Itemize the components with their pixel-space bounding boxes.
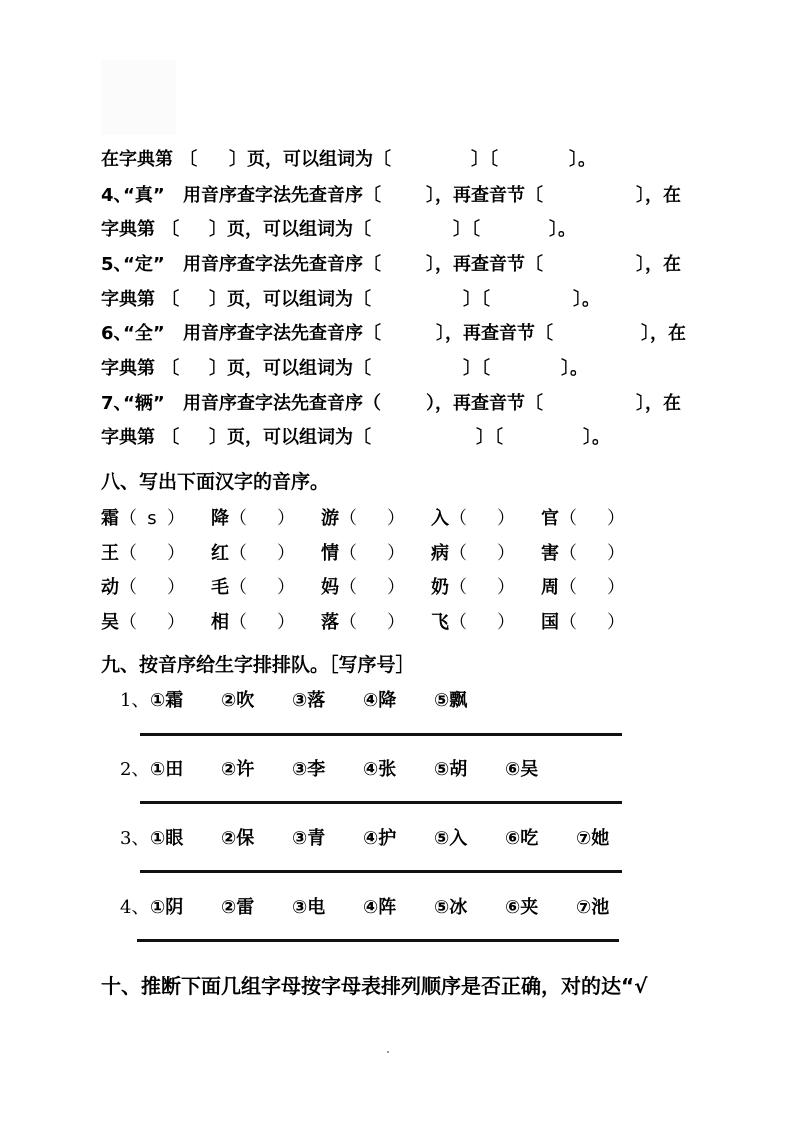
text-segment: ），再查音节〔 xyxy=(426,393,543,414)
text-segment: 字典第 〔 xyxy=(101,427,180,448)
close-paren: ） xyxy=(607,543,625,564)
char-cell xyxy=(101,504,185,530)
char-cell xyxy=(101,608,185,634)
open-paren: （ xyxy=(449,577,467,598)
close-paren: ） xyxy=(167,577,185,598)
text-segment: 用音序查字法先查音序〔 xyxy=(183,254,381,275)
text-segment: 〕〔 xyxy=(463,289,490,310)
text-segment: 〕页，可以组词为〔 xyxy=(209,289,371,310)
char-cell xyxy=(101,573,185,599)
option-char: ⑤胡 xyxy=(434,759,468,780)
text-segment: 〕页，可以组词为〔 xyxy=(229,149,391,170)
close-paren: ） xyxy=(607,577,625,598)
target-char: “辆” xyxy=(123,393,165,414)
open-paren: （ xyxy=(229,612,247,633)
option-char: ⑤入 xyxy=(434,828,468,849)
option-char: ⑥夹 xyxy=(505,897,539,918)
char-cell xyxy=(431,539,515,565)
hanzi-char: 入 xyxy=(431,508,449,529)
option-char: ②许 xyxy=(221,759,255,780)
char-cell xyxy=(211,573,295,599)
text-segment: 〕。 xyxy=(549,219,576,240)
section-10-title: 十、推断下面几组字母按字母表排列顺序是否正确，对的达“√ xyxy=(101,974,648,998)
text-segment: 〕〔 xyxy=(471,149,498,170)
option-char: ①田 xyxy=(150,759,184,780)
hanzi-char: 游 xyxy=(321,508,339,529)
hanzi-char: 相 xyxy=(211,612,229,633)
text-segment: 〕，在 xyxy=(636,393,681,414)
text-segment: 〕。 xyxy=(569,149,596,170)
page-dot xyxy=(387,1051,389,1053)
faint-image-placeholder xyxy=(101,60,176,135)
hanzi-char: 落 xyxy=(321,612,339,633)
open-paren: （ xyxy=(559,612,577,633)
text-segment: 〕，再查音节〔 xyxy=(426,254,543,275)
text-segment: 〕，再查音节〔 xyxy=(426,185,543,206)
text-segment: 用音序查字法先查音序（ xyxy=(183,393,381,414)
char-cell xyxy=(321,504,405,530)
close-paren: ） xyxy=(387,612,405,633)
option-char: ①霜 xyxy=(150,690,184,711)
section-9-title: 九、按音序给生字排排队。［写序号］ xyxy=(101,654,415,676)
text-segment: 在字典第 〔 xyxy=(101,149,198,170)
close-paren: ） xyxy=(607,508,625,529)
text-segment: 字典第 〔 xyxy=(101,358,180,379)
close-paren: ） xyxy=(167,543,185,564)
option-char: ①眼 xyxy=(150,828,184,849)
option-char: ⑦池 xyxy=(576,897,610,918)
question-number: 3、 xyxy=(120,828,150,849)
hanzi-char: 霜 xyxy=(101,508,119,529)
answer-line[interactable] xyxy=(137,939,619,942)
text-segment: 〕页，可以组词为〔 xyxy=(209,427,371,448)
char-cell xyxy=(431,504,515,530)
open-paren: （ xyxy=(229,577,247,598)
option-char: ⑤飘 xyxy=(434,690,468,711)
item-number: 4、 xyxy=(101,185,132,206)
option-char: ③青 xyxy=(292,828,326,849)
close-paren: ） xyxy=(607,612,625,633)
option-char: ④阵 xyxy=(363,897,397,918)
open-paren: （ xyxy=(339,543,357,564)
hanzi-char: 周 xyxy=(541,577,559,598)
text-segment: 用音序查字法先查音序〔 xyxy=(183,323,381,344)
text-segment: 〕。 xyxy=(573,289,600,310)
close-paren: ） xyxy=(277,543,295,564)
hanzi-char: 动 xyxy=(101,577,119,598)
char-cell xyxy=(101,539,185,565)
hanzi-char: 情 xyxy=(321,543,339,564)
option-char: ⑤冰 xyxy=(434,897,468,918)
open-paren: （ xyxy=(449,508,467,529)
text-segment: 〕，在 xyxy=(636,185,681,206)
option-char: ②保 xyxy=(221,828,255,849)
close-paren: ） xyxy=(167,508,185,529)
text-segment: 〕。 xyxy=(561,358,588,379)
option-char: ④降 xyxy=(363,690,397,711)
open-paren: （ xyxy=(559,543,577,564)
text-segment: 〕，再查音节〔 xyxy=(436,323,553,344)
hanzi-char: 病 xyxy=(431,543,449,564)
option-char: ②雷 xyxy=(221,897,255,918)
option-char: ③落 xyxy=(292,690,326,711)
item-number: 6、 xyxy=(101,323,132,344)
text-segment: 〕〔 xyxy=(453,219,480,240)
option-char: ①阴 xyxy=(150,897,184,918)
open-paren: （ xyxy=(119,543,137,564)
hanzi-char: 王 xyxy=(101,543,119,564)
close-paren: ） xyxy=(167,612,185,633)
section-8-title: 八、写出下面汉字的音序。 xyxy=(101,471,330,493)
answer-slot[interactable]: s xyxy=(147,508,157,529)
open-paren: （ xyxy=(449,612,467,633)
close-paren: ） xyxy=(387,543,405,564)
hanzi-char: 官 xyxy=(541,508,559,529)
open-paren: （ xyxy=(339,508,357,529)
text-segment: 字典第 〔 xyxy=(101,219,180,240)
option-char: ④护 xyxy=(363,828,397,849)
open-paren: （ xyxy=(339,612,357,633)
hanzi-char: 奶 xyxy=(431,577,449,598)
text-segment: 〕，在 xyxy=(641,323,686,344)
close-paren: ） xyxy=(497,543,515,564)
text-segment: 〕页，可以组词为〔 xyxy=(209,219,371,240)
text-segment: 〕〔 xyxy=(476,427,503,448)
option-char: ②吹 xyxy=(221,690,255,711)
item-number: 5、 xyxy=(101,254,132,275)
char-cell xyxy=(211,504,295,530)
text-segment: 〕，在 xyxy=(636,254,681,275)
char-cell xyxy=(541,504,625,530)
option-char: ③电 xyxy=(292,897,326,918)
text-segment: 〕〔 xyxy=(463,358,490,379)
question-number: 4、 xyxy=(120,897,150,918)
hanzi-char: 红 xyxy=(211,543,229,564)
text-segment: 〕页，可以组词为〔 xyxy=(209,358,371,379)
option-char: ⑥吃 xyxy=(505,828,539,849)
open-paren: （ xyxy=(449,543,467,564)
target-char: “全” xyxy=(123,323,165,344)
answer-line[interactable] xyxy=(140,870,622,873)
char-cell xyxy=(431,573,515,599)
open-paren: （ xyxy=(339,577,357,598)
open-paren: （ xyxy=(559,577,577,598)
close-paren: ） xyxy=(277,508,295,529)
close-paren: ） xyxy=(387,577,405,598)
open-paren: （ xyxy=(229,543,247,564)
option-char: ⑦她 xyxy=(576,828,610,849)
hanzi-char: 飞 xyxy=(431,612,449,633)
close-paren: ） xyxy=(277,612,295,633)
char-cell xyxy=(541,608,625,634)
open-paren: （ xyxy=(559,508,577,529)
char-cell xyxy=(321,608,405,634)
char-cell xyxy=(211,608,295,634)
open-paren: （ xyxy=(229,508,247,529)
option-char: ④张 xyxy=(363,759,397,780)
option-char: ③李 xyxy=(292,759,326,780)
char-cell xyxy=(211,539,295,565)
text-segment: 〕。 xyxy=(583,427,610,448)
char-cell xyxy=(321,539,405,565)
target-char: “定” xyxy=(123,254,165,275)
char-cell xyxy=(431,608,515,634)
char-cell xyxy=(541,539,625,565)
char-cell xyxy=(541,573,625,599)
close-paren: ） xyxy=(497,577,515,598)
hanzi-char: 妈 xyxy=(321,577,339,598)
close-paren: ） xyxy=(387,508,405,529)
close-paren: ） xyxy=(277,577,295,598)
answer-line[interactable] xyxy=(140,801,622,804)
answer-line[interactable] xyxy=(140,733,622,736)
open-paren: （ xyxy=(119,612,137,633)
hanzi-char: 害 xyxy=(541,543,559,564)
close-paren: ） xyxy=(497,612,515,633)
hanzi-char: 毛 xyxy=(211,577,229,598)
close-paren: ） xyxy=(497,508,515,529)
char-cell xyxy=(321,573,405,599)
target-char: “真” xyxy=(123,185,165,206)
question-number: 2、 xyxy=(120,759,150,780)
text-segment: 字典第 〔 xyxy=(101,289,180,310)
item-number: 7、 xyxy=(101,393,132,414)
open-paren: （ xyxy=(119,577,137,598)
open-paren: （ xyxy=(119,508,137,529)
hanzi-char: 降 xyxy=(211,508,229,529)
option-char: ⑥吴 xyxy=(505,759,539,780)
text-segment: 用音序查字法先查音序〔 xyxy=(183,185,381,206)
hanzi-char: 吴 xyxy=(101,612,119,633)
hanzi-char: 国 xyxy=(541,612,559,633)
question-number: 1、 xyxy=(120,690,150,711)
